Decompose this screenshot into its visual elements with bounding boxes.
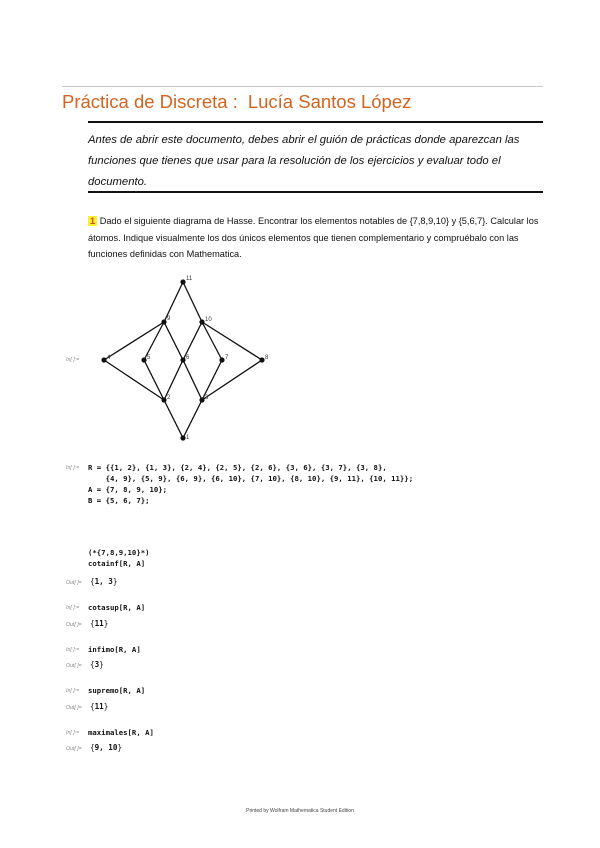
output-infimo: {3}: [90, 660, 104, 669]
comment-input[interactable]: [88, 547, 150, 569]
output-supremo: {11}: [90, 702, 109, 711]
input-maximales[interactable]: [88, 727, 154, 738]
node-label-8: 8: [265, 355, 269, 361]
out-label-5: Out[ ]=: [66, 746, 82, 752]
output-maximales: {9, 10}: [90, 743, 123, 752]
output-value-5: 9, 10: [94, 743, 118, 752]
edge-3-8: [202, 360, 262, 400]
cmd-cotasup: cotasup[R, A]: [88, 603, 146, 612]
intro-text: Antes de abrir este documento, debes abrir el guión de prácticas donde aparezcan las funciones que tienes que usar para la resolución de los ejercicios y evaluar todo el documento.: [88, 134, 520, 188]
input-infimo[interactable]: [88, 644, 141, 655]
edge-10-11: [183, 282, 202, 322]
node-label-10: 10: [205, 317, 212, 323]
node-label-5: 5: [147, 355, 151, 361]
in-label-hasse: In[ ]:=: [66, 357, 80, 363]
node-label-1: 1: [186, 435, 190, 441]
top-rule: [62, 86, 543, 87]
out-label-2: Out[ ]=: [66, 622, 82, 628]
node-6: [180, 357, 185, 362]
node-label-2: 2: [167, 395, 171, 401]
out-label-3: Out[ ]=: [66, 663, 82, 669]
code-comment: (*{7,8,9,10}*): [88, 548, 150, 557]
node-label-4: 4: [107, 355, 111, 361]
in-label-2: In[ ]:=: [66, 605, 80, 611]
cmd-supremo: supremo[R, A]: [88, 686, 146, 695]
node-label-9: 9: [167, 316, 171, 322]
node-label-3: 3: [205, 395, 209, 401]
title-author: Lucía Santos López: [247, 91, 412, 112]
node-label-11: 11: [186, 276, 193, 282]
out-label-4: Out[ ]=: [66, 705, 82, 711]
output-value-2: 11: [94, 619, 104, 628]
edge-8-10: [202, 322, 262, 360]
intro-top-rule: [88, 121, 543, 123]
node-7: [219, 357, 224, 362]
cmd-cotainf: cotainf[R, A]: [88, 559, 146, 568]
node-label-6: 6: [186, 355, 190, 361]
cmd-infimo: infimo[R, A]: [88, 645, 141, 654]
node-10: [199, 319, 204, 324]
in-label-defs: In[ ]:=: [66, 465, 80, 471]
edge-2-4: [104, 360, 164, 400]
page-title: [62, 91, 411, 113]
intro-bottom-rule: [88, 191, 543, 193]
node-2: [161, 397, 166, 402]
edge-1-3: [183, 400, 202, 438]
node-3: [199, 397, 204, 402]
input-cotasup[interactable]: [88, 602, 145, 613]
edge-2-6: [164, 360, 183, 400]
print-footer: Printed by Wolfram Mathematica Student Edition: [246, 808, 354, 814]
node-11: [180, 279, 185, 284]
hasse-diagram: [60, 270, 280, 445]
output-value-4: 11: [94, 702, 104, 711]
node-4: [101, 357, 106, 362]
node-label-7: 7: [225, 355, 229, 361]
node-8: [259, 357, 264, 362]
def-line-4: B = {5, 6, 7};: [88, 496, 150, 505]
edge-6-9: [164, 322, 183, 360]
in-label-5: In[ ]:=: [66, 730, 80, 736]
definitions-input[interactable]: [88, 462, 413, 506]
output-value-1: 1, 3: [94, 577, 113, 586]
output-cotainf: {1, 3}: [90, 577, 118, 586]
in-label-3: In[ ]:=: [66, 647, 80, 653]
edge-1-2: [164, 400, 183, 438]
output-value-3: 3: [94, 660, 100, 669]
def-line-3: A = {7, 8, 9, 10};: [88, 485, 168, 494]
title-course: Práctica de Discreta :: [62, 91, 238, 112]
node-1: [180, 435, 185, 440]
question-block: [88, 213, 543, 263]
cmd-maximales: maximales[R, A]: [88, 728, 154, 737]
output-cotasup: {11}: [90, 619, 109, 628]
input-supremo[interactable]: [88, 685, 145, 696]
in-label-4: In[ ]:=: [66, 688, 80, 694]
question-text: Dado el siguiente diagrama de Hasse. Encontrar los elementos notables de {7,8,9,10} y {5,6,7}. Calcular los átomos. Indique visualmente los dos únicos elementos que tienen complementario y compruébalo con las funciones definidas con Mathematica.: [88, 216, 539, 259]
edge-4-9: [104, 322, 164, 360]
def-line-1: R = {{1, 2}, {1, 3}, {2, 4}, {2, 5}, {2, 6}, {3, 6}, {3, 7}, {3, 8},: [88, 463, 387, 472]
node-5: [141, 357, 146, 362]
node-9: [161, 319, 166, 324]
edge-3-6: [183, 360, 202, 400]
def-line-2: {4, 9}, {5, 9}, {6, 9}, {6, 10}, {7, 10}, {8, 10}, {9, 11}, {10, 11}};: [88, 474, 414, 483]
question-number: 1: [90, 216, 96, 226]
out-label-1: Out[ ]=: [66, 580, 82, 586]
